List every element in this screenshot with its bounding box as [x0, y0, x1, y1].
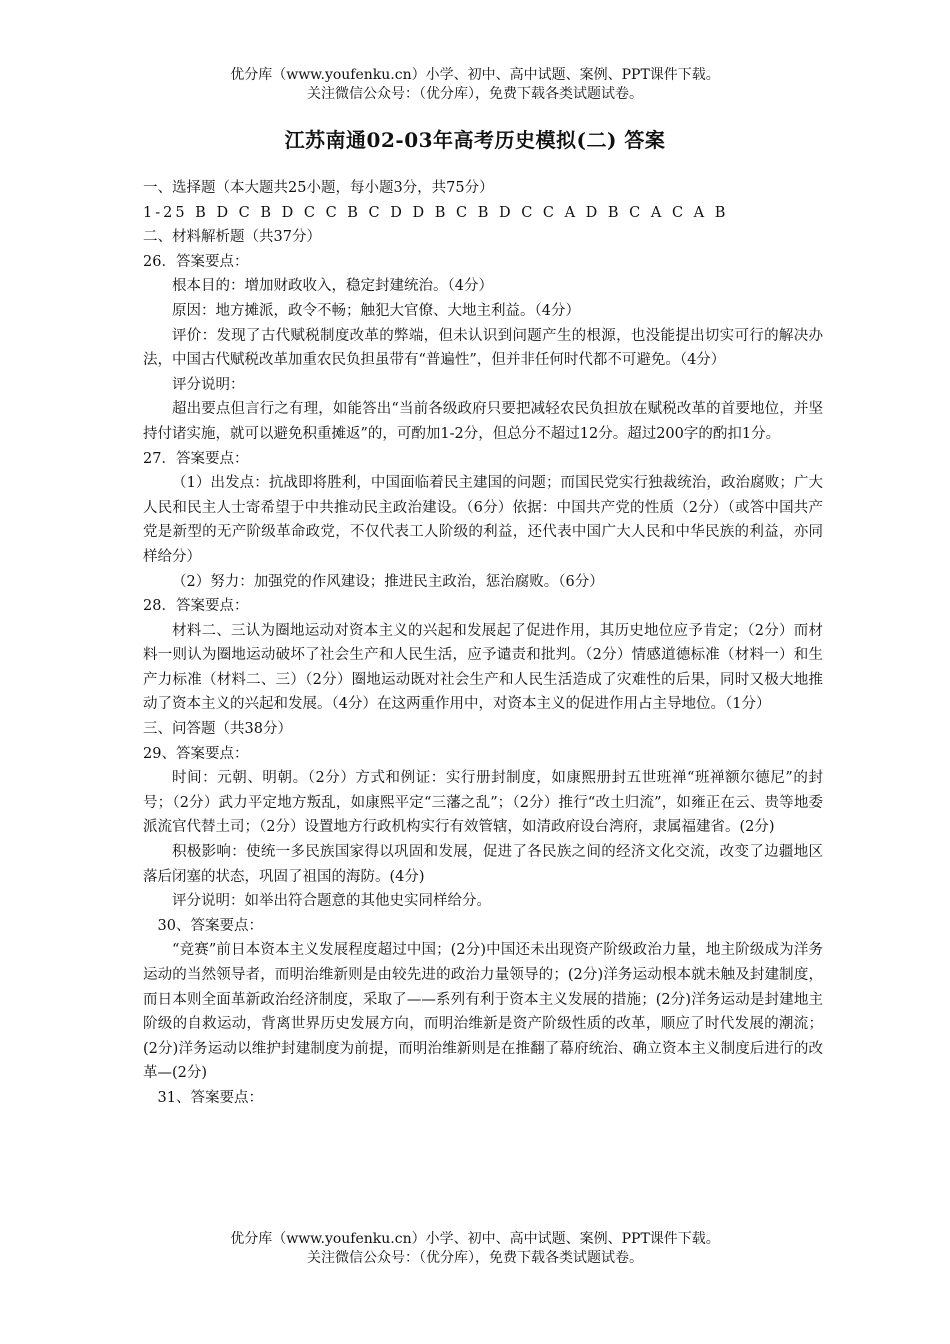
- paragraph: 原因：地方摊派，政令不畅；触犯大官僚、大地主利益。（4分）: [172, 302, 580, 319]
- section-heading: 二、材料解析题（共37分）: [143, 229, 321, 246]
- question-heading: 30、答案要点：: [157, 917, 263, 934]
- section-heading: 一、选择题（本大题共25小题，每小题3分，共75分）: [143, 180, 494, 196]
- paragraph: 时间：元朝、明朝。（2分）方式和例证：实行册封制度，如康熙册封五世班禅“班禅额尔德尼”的封号；（2分）武力平定地方叛乱，如康熙平定“三藩之乱”；（2分）推行“改土归流”，如雍正在云、贵等地委派流官代替土司；（2分）设置地方行政机构实行有效管辖，如清政府设台湾府，隶属福建省。(2分): [143, 770, 823, 836]
- choice-answer-key: 1-25 B D C B D C C B C D D B C B D C C A D B C A C A B: [143, 204, 729, 221]
- footer-line-2: 关注微信公众号：（优分库），免费下载各类试题试卷。: [307, 1250, 643, 1266]
- paragraph: （1）出发点：抗战即将胜利，中国面临着民主建国的问题；而国民党实行独裁统治，政治腐败；广大人民和民主人士寄希望于中共推动民主政治建设。（6分）依据：中国共产党的性质（2分）（或答中国共产党是新型的无产阶级革命政党，不仅代表工人阶级的利益，还代表中国广大人民和中华民族的利益，亦同样给分）: [143, 475, 823, 565]
- paragraph: 评价：发现了古代赋税制度改革的弊端，但未认识到问题产生的根源，也没能提出切实可行的解决办法，中国古代赋税改革加重农民负担虽带有“普遍性”，但并非任何时代都不可避免。（4分）: [143, 327, 823, 369]
- paragraph: 根本目的：增加财政收入，稳定封建统治。（4分）: [172, 278, 493, 295]
- paragraph: （2）努力：加强党的作风建设；推进民主政治，惩治腐败。（6分）: [172, 573, 604, 590]
- question-heading: 29、答案要点：: [143, 745, 249, 762]
- section-heading: 三、问答题（共38分）: [143, 721, 292, 738]
- footer-line-1: 优分库（www.youfenku.cn）小学、初中、高中试题、案例、PPT课件下载。: [230, 1231, 720, 1247]
- paragraph: 超出要点但言行之有理，如能答出“当前各级政府只要把减轻农民负担放在赋税改革的首要地位，并坚持付诸实施，就可以避免积重摊返”的，可酌加1-2分，但总分不超过12分。超过200字的酌扣1分。: [143, 401, 823, 442]
- page-footer: [0, 1230, 950, 1268]
- question-heading: 26．答案要点：: [143, 253, 249, 270]
- header-line-2: 关注微信公众号：（优分库），免费下载各类试题试卷。: [307, 86, 643, 102]
- scoring-note-heading: 评分说明：: [172, 376, 245, 393]
- paragraph: 积极影响：使统一多民族国家得以巩固和发展，促进了各民族之间的经济文化交流，改变了边疆地区落后闭塞的状态，巩固了祖国的海防。(4分): [143, 844, 823, 885]
- paragraph: “竞赛”前日本资本主义发展程度超过中国；(2分)中国还未出现资产阶级政治力量，地主阶级成为洋务运动的当然领导者，而明治维新则是由较先进的政治力量领导的；(2分)洋务运动根本就未触及封建制度，而日本则全面革新政治经济制度，采取了——系列有利于资本主义发展的措施；(2分)洋务运动是封建地主阶级的自救运动，背离世界历史发展方向，而明治维新是资产阶级性质的改革，顺应了时代发展的潮流；(2分)洋务运动以维护封建制度为前提，而明治维新则是在推翻了幕府统治、确立资本主义制度后进行的改革—(2分): [143, 942, 823, 1082]
- paragraph: 材料二、三认为圈地运动对资本主义的兴起和发展起了促进作用，其历史地位应予肯定；（2分）而材料一则认为圈地运动破坏了社会生产和人民生活，应予谴责和批判。（2分）情感道德标准（材料一）和生产力标准（材料二、三）（2分）圈地运动既对社会生产和人民生活造成了灾难性的后果，同时又极大地推动了资本主义的兴起和发展。（4分）在这两重作用中，对资本主义的促进作用占主导地位。（1分）: [143, 622, 823, 713]
- answer-body: [143, 176, 823, 1111]
- header-line-1: 优分库（www.youfenku.cn）小学、初中、高中试题、案例、PPT课件下载。: [230, 67, 720, 83]
- question-heading: 28．答案要点：: [143, 598, 249, 615]
- document-title: 江苏南通02-03年高考历史模拟(二) 答案: [284, 128, 666, 152]
- question-heading: 31、答案要点：: [157, 1089, 263, 1106]
- question-heading: 27．答案要点：: [143, 450, 249, 467]
- scoring-note: 评分说明：如举出符合题意的其他史实同样给分。: [172, 893, 491, 910]
- page-header: [0, 66, 950, 104]
